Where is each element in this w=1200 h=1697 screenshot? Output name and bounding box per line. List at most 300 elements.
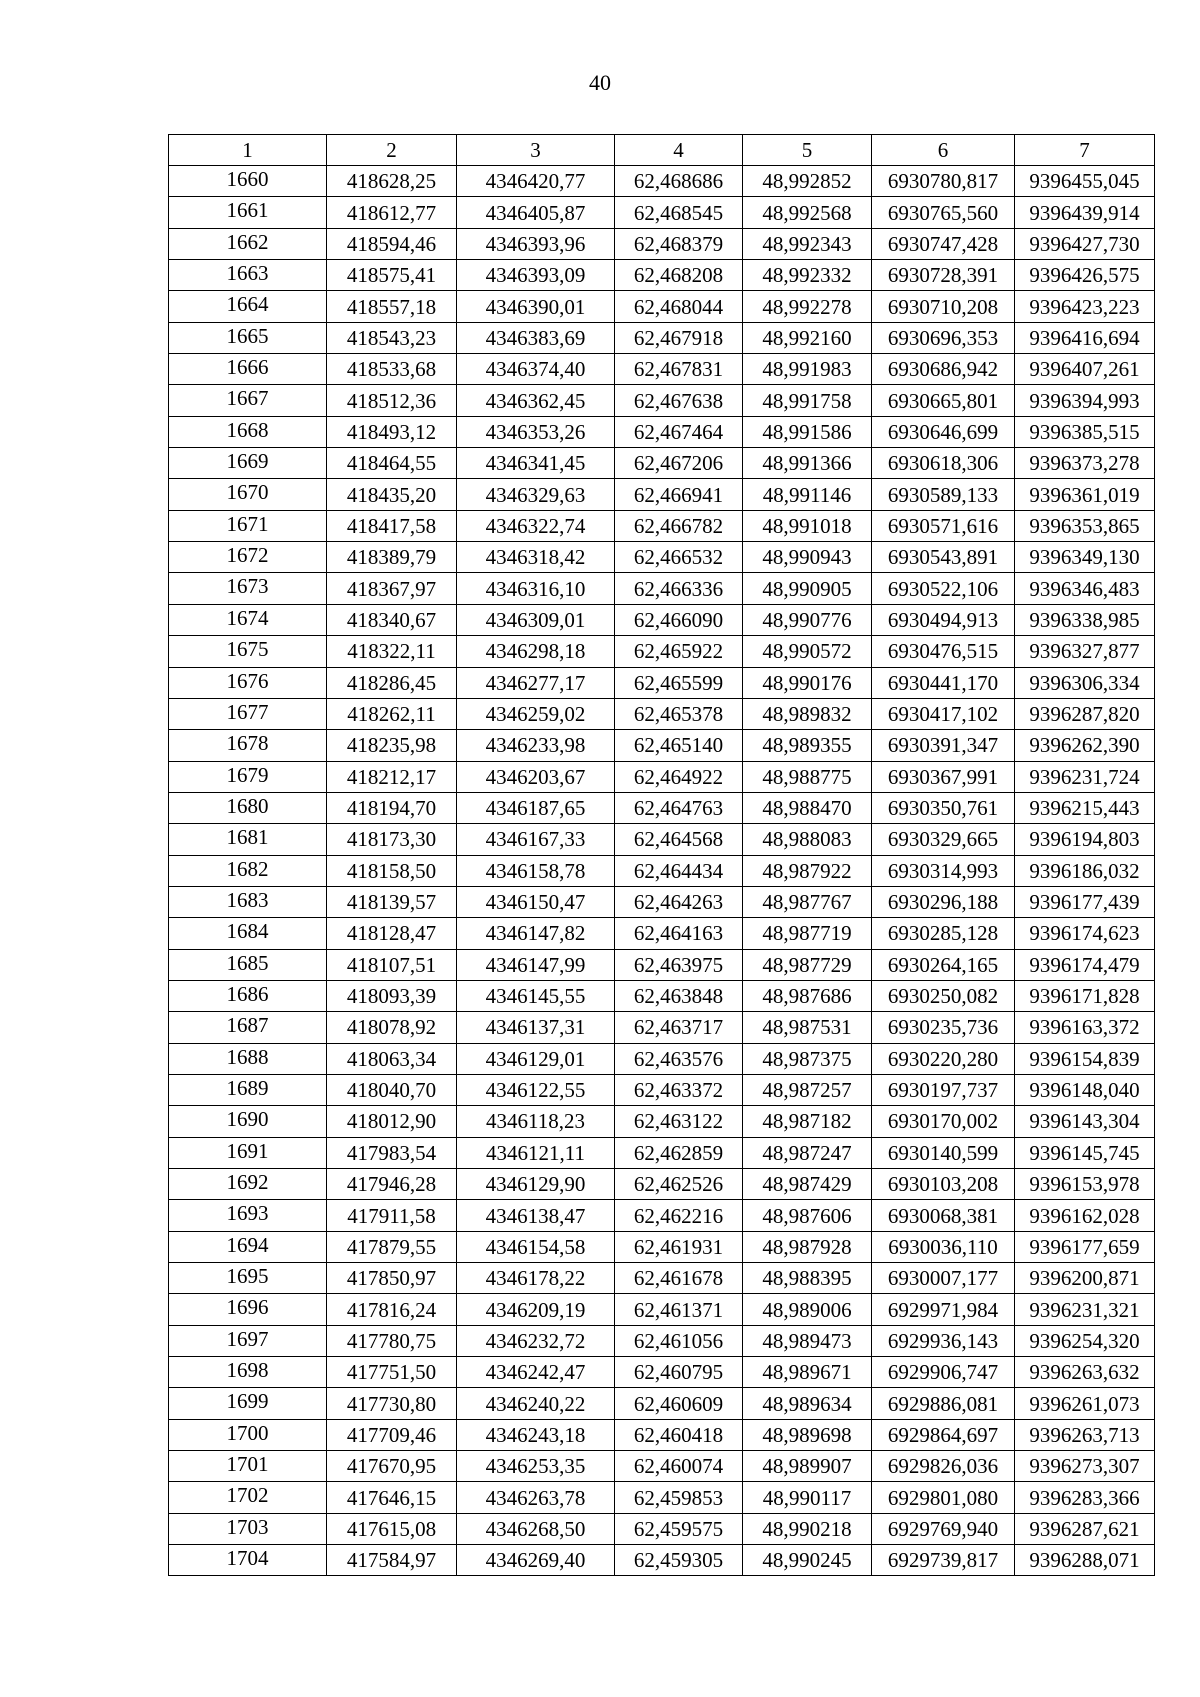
latitude-cell: 62,468044 (615, 291, 743, 322)
y-cell: 4346118,23 (457, 1106, 615, 1137)
y2-cell: 9396162,028 (1015, 1200, 1155, 1231)
longitude-cell: 48,989006 (743, 1294, 872, 1325)
x-cell: 417751,50 (327, 1357, 457, 1388)
y-cell: 4346138,47 (457, 1200, 615, 1231)
x-cell: 417709,46 (327, 1419, 457, 1450)
point-number-cell: 1684 (169, 918, 327, 949)
point-number-cell: 1687 (169, 1012, 327, 1043)
y-cell: 4346122,55 (457, 1074, 615, 1105)
longitude-cell: 48,987922 (743, 855, 872, 886)
point-number-cell: 1663 (169, 260, 327, 291)
y2-cell: 9396361,019 (1015, 479, 1155, 510)
latitude-cell: 62,467464 (615, 416, 743, 447)
x2-cell: 6929971,984 (872, 1294, 1015, 1325)
latitude-cell: 62,466532 (615, 542, 743, 573)
y-cell: 4346259,02 (457, 698, 615, 729)
x2-cell: 6929864,697 (872, 1419, 1015, 1450)
point-number-cell: 1697 (169, 1325, 327, 1356)
latitude-cell: 62,464163 (615, 918, 743, 949)
x2-cell: 6930522,106 (872, 573, 1015, 604)
latitude-cell: 62,465922 (615, 636, 743, 667)
table-row (169, 260, 1155, 291)
x-cell: 418493,12 (327, 416, 457, 447)
x-cell: 418139,57 (327, 886, 457, 917)
longitude-cell: 48,987429 (743, 1169, 872, 1200)
y2-cell: 9396439,914 (1015, 197, 1155, 228)
y2-cell: 9396407,261 (1015, 354, 1155, 385)
y-cell: 4346243,18 (457, 1419, 615, 1450)
y2-cell: 9396148,040 (1015, 1074, 1155, 1105)
column-header: 2 (327, 135, 457, 166)
y2-cell: 9396394,993 (1015, 385, 1155, 416)
y-cell: 4346383,69 (457, 322, 615, 353)
y-cell: 4346232,72 (457, 1325, 615, 1356)
y-cell: 4346309,01 (457, 604, 615, 635)
column-header: 1 (169, 135, 327, 166)
latitude-cell: 62,460795 (615, 1357, 743, 1388)
x-cell: 417879,55 (327, 1231, 457, 1262)
x2-cell: 6930264,165 (872, 949, 1015, 980)
point-number-cell: 1692 (169, 1169, 327, 1200)
point-number-cell: 1682 (169, 855, 327, 886)
x-cell: 418012,90 (327, 1106, 457, 1137)
point-number-cell: 1672 (169, 542, 327, 573)
longitude-cell: 48,987606 (743, 1200, 872, 1231)
longitude-cell: 48,987531 (743, 1012, 872, 1043)
x2-cell: 6930068,381 (872, 1200, 1015, 1231)
y2-cell: 9396154,839 (1015, 1043, 1155, 1074)
point-number-cell: 1673 (169, 573, 327, 604)
table-row (169, 698, 1155, 729)
y2-cell: 9396177,659 (1015, 1231, 1155, 1262)
x2-cell: 6929936,143 (872, 1325, 1015, 1356)
y2-cell: 9396177,439 (1015, 886, 1155, 917)
x2-cell: 6930747,428 (872, 228, 1015, 259)
x2-cell: 6930235,736 (872, 1012, 1015, 1043)
x-cell: 418078,92 (327, 1012, 457, 1043)
y2-cell: 9396263,632 (1015, 1357, 1155, 1388)
point-number-cell: 1689 (169, 1074, 327, 1105)
latitude-cell: 62,461678 (615, 1263, 743, 1294)
latitude-cell: 62,461056 (615, 1325, 743, 1356)
longitude-cell: 48,987257 (743, 1074, 872, 1105)
latitude-cell: 62,462526 (615, 1169, 743, 1200)
y2-cell: 9396200,871 (1015, 1263, 1155, 1294)
x-cell: 418612,77 (327, 197, 457, 228)
point-number-cell: 1704 (169, 1545, 327, 1576)
longitude-cell: 48,989832 (743, 698, 872, 729)
table-row (169, 1482, 1155, 1513)
y2-cell: 9396288,071 (1015, 1545, 1155, 1576)
y-cell: 4346353,26 (457, 416, 615, 447)
longitude-cell: 48,987729 (743, 949, 872, 980)
x2-cell: 6930197,737 (872, 1074, 1015, 1105)
latitude-cell: 62,460074 (615, 1451, 743, 1482)
point-number-cell: 1676 (169, 667, 327, 698)
latitude-cell: 62,459305 (615, 1545, 743, 1576)
y-cell: 4346137,31 (457, 1012, 615, 1043)
x2-cell: 6930589,133 (872, 479, 1015, 510)
x-cell: 418093,39 (327, 980, 457, 1011)
point-number-cell: 1698 (169, 1357, 327, 1388)
latitude-cell: 62,459853 (615, 1482, 743, 1513)
y-cell: 4346167,33 (457, 824, 615, 855)
point-number-cell: 1683 (169, 886, 327, 917)
point-number-cell: 1690 (169, 1106, 327, 1137)
y-cell: 4346154,58 (457, 1231, 615, 1262)
table-row (169, 479, 1155, 510)
latitude-cell: 62,460609 (615, 1388, 743, 1419)
y2-cell: 9396261,073 (1015, 1388, 1155, 1419)
longitude-cell: 48,987928 (743, 1231, 872, 1262)
x-cell: 418158,50 (327, 855, 457, 886)
y2-cell: 9396231,321 (1015, 1294, 1155, 1325)
table-row (169, 1169, 1155, 1200)
table-row (169, 1043, 1155, 1074)
point-number-cell: 1679 (169, 761, 327, 792)
x-cell: 418262,11 (327, 698, 457, 729)
latitude-cell: 62,464434 (615, 855, 743, 886)
point-number-cell: 1674 (169, 604, 327, 635)
longitude-cell: 48,992852 (743, 166, 872, 197)
x-cell: 418533,68 (327, 354, 457, 385)
longitude-cell: 48,988470 (743, 792, 872, 823)
point-number-cell: 1696 (169, 1294, 327, 1325)
y-cell: 4346209,19 (457, 1294, 615, 1325)
y-cell: 4346240,22 (457, 1388, 615, 1419)
latitude-cell: 62,463975 (615, 949, 743, 980)
y2-cell: 9396346,483 (1015, 573, 1155, 604)
y2-cell: 9396385,515 (1015, 416, 1155, 447)
point-number-cell: 1686 (169, 980, 327, 1011)
longitude-cell: 48,987767 (743, 886, 872, 917)
longitude-cell: 48,987719 (743, 918, 872, 949)
point-number-cell: 1671 (169, 510, 327, 541)
table-row (169, 1012, 1155, 1043)
x-cell: 417670,95 (327, 1451, 457, 1482)
point-number-cell: 1700 (169, 1419, 327, 1450)
point-number-cell: 1664 (169, 291, 327, 322)
y-cell: 4346150,47 (457, 886, 615, 917)
x-cell: 418063,34 (327, 1043, 457, 1074)
y-cell: 4346129,01 (457, 1043, 615, 1074)
x-cell: 417730,80 (327, 1388, 457, 1419)
longitude-cell: 48,990572 (743, 636, 872, 667)
longitude-cell: 48,992278 (743, 291, 872, 322)
longitude-cell: 48,992343 (743, 228, 872, 259)
latitude-cell: 62,467918 (615, 322, 743, 353)
header-row (169, 135, 1155, 166)
x2-cell: 6930780,817 (872, 166, 1015, 197)
latitude-cell: 62,463372 (615, 1074, 743, 1105)
table-row (169, 354, 1155, 385)
point-number-cell: 1661 (169, 197, 327, 228)
x2-cell: 6929739,817 (872, 1545, 1015, 1576)
x2-cell: 6930494,913 (872, 604, 1015, 635)
point-number-cell: 1701 (169, 1451, 327, 1482)
longitude-cell: 48,990176 (743, 667, 872, 698)
x2-cell: 6930543,891 (872, 542, 1015, 573)
y2-cell: 9396373,278 (1015, 448, 1155, 479)
y-cell: 4346277,17 (457, 667, 615, 698)
latitude-cell: 62,464568 (615, 824, 743, 855)
longitude-cell: 48,990245 (743, 1545, 872, 1576)
point-number-cell: 1694 (169, 1231, 327, 1262)
point-number-cell: 1685 (169, 949, 327, 980)
latitude-cell: 62,464763 (615, 792, 743, 823)
y-cell: 4346329,63 (457, 479, 615, 510)
table-row (169, 1263, 1155, 1294)
table-row (169, 510, 1155, 541)
x2-cell: 6930220,280 (872, 1043, 1015, 1074)
table-row (169, 855, 1155, 886)
table-row (169, 1513, 1155, 1544)
point-number-cell: 1702 (169, 1482, 327, 1513)
point-number-cell: 1670 (169, 479, 327, 510)
latitude-cell: 62,468379 (615, 228, 743, 259)
x2-cell: 6930329,665 (872, 824, 1015, 855)
table-row (169, 228, 1155, 259)
y2-cell: 9396143,304 (1015, 1106, 1155, 1137)
coordinates-table (168, 134, 1155, 1576)
x-cell: 417816,24 (327, 1294, 457, 1325)
point-number-cell: 1675 (169, 636, 327, 667)
longitude-cell: 48,988083 (743, 824, 872, 855)
table-row (169, 1325, 1155, 1356)
y2-cell: 9396145,745 (1015, 1137, 1155, 1168)
y-cell: 4346147,99 (457, 949, 615, 980)
y2-cell: 9396174,479 (1015, 949, 1155, 980)
column-header: 6 (872, 135, 1015, 166)
latitude-cell: 62,463576 (615, 1043, 743, 1074)
x2-cell: 6930710,208 (872, 291, 1015, 322)
y2-cell: 9396262,390 (1015, 730, 1155, 761)
x-cell: 418557,18 (327, 291, 457, 322)
y-cell: 4346390,01 (457, 291, 615, 322)
x2-cell: 6929801,080 (872, 1482, 1015, 1513)
table-row (169, 918, 1155, 949)
point-number-cell: 1665 (169, 322, 327, 353)
y2-cell: 9396327,877 (1015, 636, 1155, 667)
longitude-cell: 48,990776 (743, 604, 872, 635)
column-header: 3 (457, 135, 615, 166)
y-cell: 4346316,10 (457, 573, 615, 604)
x-cell: 417983,54 (327, 1137, 457, 1168)
x2-cell: 6930476,515 (872, 636, 1015, 667)
y-cell: 4346121,11 (457, 1137, 615, 1168)
table-row (169, 448, 1155, 479)
latitude-cell: 62,467206 (615, 448, 743, 479)
y2-cell: 9396338,985 (1015, 604, 1155, 635)
y2-cell: 9396283,366 (1015, 1482, 1155, 1513)
table-row (169, 1357, 1155, 1388)
x2-cell: 6930765,560 (872, 197, 1015, 228)
longitude-cell: 48,990943 (743, 542, 872, 573)
longitude-cell: 48,991146 (743, 479, 872, 510)
latitude-cell: 62,464922 (615, 761, 743, 792)
longitude-cell: 48,991366 (743, 448, 872, 479)
y-cell: 4346362,45 (457, 385, 615, 416)
table-row (169, 1106, 1155, 1137)
x-cell: 418575,41 (327, 260, 457, 291)
y-cell: 4346263,78 (457, 1482, 615, 1513)
point-number-cell: 1680 (169, 792, 327, 823)
y-cell: 4346203,67 (457, 761, 615, 792)
y2-cell: 9396426,575 (1015, 260, 1155, 291)
table-row (169, 416, 1155, 447)
x-cell: 418512,36 (327, 385, 457, 416)
x-cell: 418286,45 (327, 667, 457, 698)
x2-cell: 6930391,347 (872, 730, 1015, 761)
longitude-cell: 48,987375 (743, 1043, 872, 1074)
table-row (169, 1388, 1155, 1419)
latitude-cell: 62,466782 (615, 510, 743, 541)
x-cell: 417911,58 (327, 1200, 457, 1231)
y2-cell: 9396263,713 (1015, 1419, 1155, 1450)
table-row (169, 542, 1155, 573)
y-cell: 4346420,77 (457, 166, 615, 197)
x-cell: 418340,67 (327, 604, 457, 635)
x-cell: 417646,15 (327, 1482, 457, 1513)
y-cell: 4346269,40 (457, 1545, 615, 1576)
longitude-cell: 48,991586 (743, 416, 872, 447)
table-row (169, 573, 1155, 604)
longitude-cell: 48,987182 (743, 1106, 872, 1137)
y2-cell: 9396273,307 (1015, 1451, 1155, 1482)
x-cell: 418235,98 (327, 730, 457, 761)
latitude-cell: 62,467638 (615, 385, 743, 416)
y2-cell: 9396349,130 (1015, 542, 1155, 573)
table-row (169, 792, 1155, 823)
x2-cell: 6930140,599 (872, 1137, 1015, 1168)
latitude-cell: 62,466090 (615, 604, 743, 635)
longitude-cell: 48,988775 (743, 761, 872, 792)
table-row (169, 886, 1155, 917)
table-row (169, 949, 1155, 980)
y-cell: 4346147,82 (457, 918, 615, 949)
latitude-cell: 62,463122 (615, 1106, 743, 1137)
y-cell: 4346145,55 (457, 980, 615, 1011)
y2-cell: 9396254,320 (1015, 1325, 1155, 1356)
column-header: 7 (1015, 135, 1155, 166)
table-row (169, 291, 1155, 322)
longitude-cell: 48,987686 (743, 980, 872, 1011)
x-cell: 418543,23 (327, 322, 457, 353)
table-row (169, 1074, 1155, 1105)
x2-cell: 6930007,177 (872, 1263, 1015, 1294)
table-row (169, 385, 1155, 416)
latitude-cell: 62,461371 (615, 1294, 743, 1325)
table-row (169, 824, 1155, 855)
x-cell: 418128,47 (327, 918, 457, 949)
page-number: 40 (589, 70, 611, 95)
x2-cell: 6930417,102 (872, 698, 1015, 729)
table-row (169, 166, 1155, 197)
point-number-cell: 1668 (169, 416, 327, 447)
point-number-cell: 1662 (169, 228, 327, 259)
y2-cell: 9396186,032 (1015, 855, 1155, 886)
latitude-cell: 62,467831 (615, 354, 743, 385)
longitude-cell: 48,989907 (743, 1451, 872, 1482)
latitude-cell: 62,468686 (615, 166, 743, 197)
point-number-cell: 1678 (169, 730, 327, 761)
column-header: 4 (615, 135, 743, 166)
x2-cell: 6930696,353 (872, 322, 1015, 353)
table-row (169, 730, 1155, 761)
longitude-cell: 48,991983 (743, 354, 872, 385)
longitude-cell: 48,989355 (743, 730, 872, 761)
y-cell: 4346393,09 (457, 260, 615, 291)
point-number-cell: 1681 (169, 824, 327, 855)
point-number-cell: 1660 (169, 166, 327, 197)
x2-cell: 6929826,036 (872, 1451, 1015, 1482)
x-cell: 418464,55 (327, 448, 457, 479)
table-row (169, 1545, 1155, 1576)
x2-cell: 6930728,391 (872, 260, 1015, 291)
table-row (169, 1451, 1155, 1482)
longitude-cell: 48,992332 (743, 260, 872, 291)
x2-cell: 6930296,188 (872, 886, 1015, 917)
longitude-cell: 48,991018 (743, 510, 872, 541)
x-cell: 417584,97 (327, 1545, 457, 1576)
x-cell: 418367,97 (327, 573, 457, 604)
x-cell: 417615,08 (327, 1513, 457, 1544)
y-cell: 4346405,87 (457, 197, 615, 228)
x-cell: 418173,30 (327, 824, 457, 855)
y2-cell: 9396423,223 (1015, 291, 1155, 322)
y2-cell: 9396353,865 (1015, 510, 1155, 541)
x-cell: 417946,28 (327, 1169, 457, 1200)
longitude-cell: 48,988395 (743, 1263, 872, 1294)
latitude-cell: 62,462859 (615, 1137, 743, 1168)
y-cell: 4346242,47 (457, 1357, 615, 1388)
x-cell: 418212,17 (327, 761, 457, 792)
latitude-cell: 62,466336 (615, 573, 743, 604)
table-row (169, 1231, 1155, 1262)
longitude-cell: 48,990117 (743, 1482, 872, 1513)
longitude-cell: 48,989698 (743, 1419, 872, 1450)
y2-cell: 9396215,443 (1015, 792, 1155, 823)
x2-cell: 6930350,761 (872, 792, 1015, 823)
y-cell: 4346374,40 (457, 354, 615, 385)
x-cell: 418322,11 (327, 636, 457, 667)
longitude-cell: 48,989473 (743, 1325, 872, 1356)
latitude-cell: 62,459575 (615, 1513, 743, 1544)
y-cell: 4346233,98 (457, 730, 615, 761)
y-cell: 4346341,45 (457, 448, 615, 479)
latitude-cell: 62,462216 (615, 1200, 743, 1231)
table-row (169, 761, 1155, 792)
table-row (169, 1200, 1155, 1231)
latitude-cell: 62,463717 (615, 1012, 743, 1043)
latitude-cell: 62,460418 (615, 1419, 743, 1450)
x-cell: 418628,25 (327, 166, 457, 197)
x2-cell: 6930250,082 (872, 980, 1015, 1011)
x2-cell: 6929769,940 (872, 1513, 1015, 1544)
table-row (169, 604, 1155, 635)
latitude-cell: 62,463848 (615, 980, 743, 1011)
point-number-cell: 1695 (169, 1263, 327, 1294)
x2-cell: 6930285,128 (872, 918, 1015, 949)
x2-cell: 6930665,801 (872, 385, 1015, 416)
y2-cell: 9396427,730 (1015, 228, 1155, 259)
latitude-cell: 62,465140 (615, 730, 743, 761)
x2-cell: 6930036,110 (872, 1231, 1015, 1262)
y-cell: 4346318,42 (457, 542, 615, 573)
point-number-cell: 1703 (169, 1513, 327, 1544)
point-number-cell: 1667 (169, 385, 327, 416)
latitude-cell: 62,465599 (615, 667, 743, 698)
